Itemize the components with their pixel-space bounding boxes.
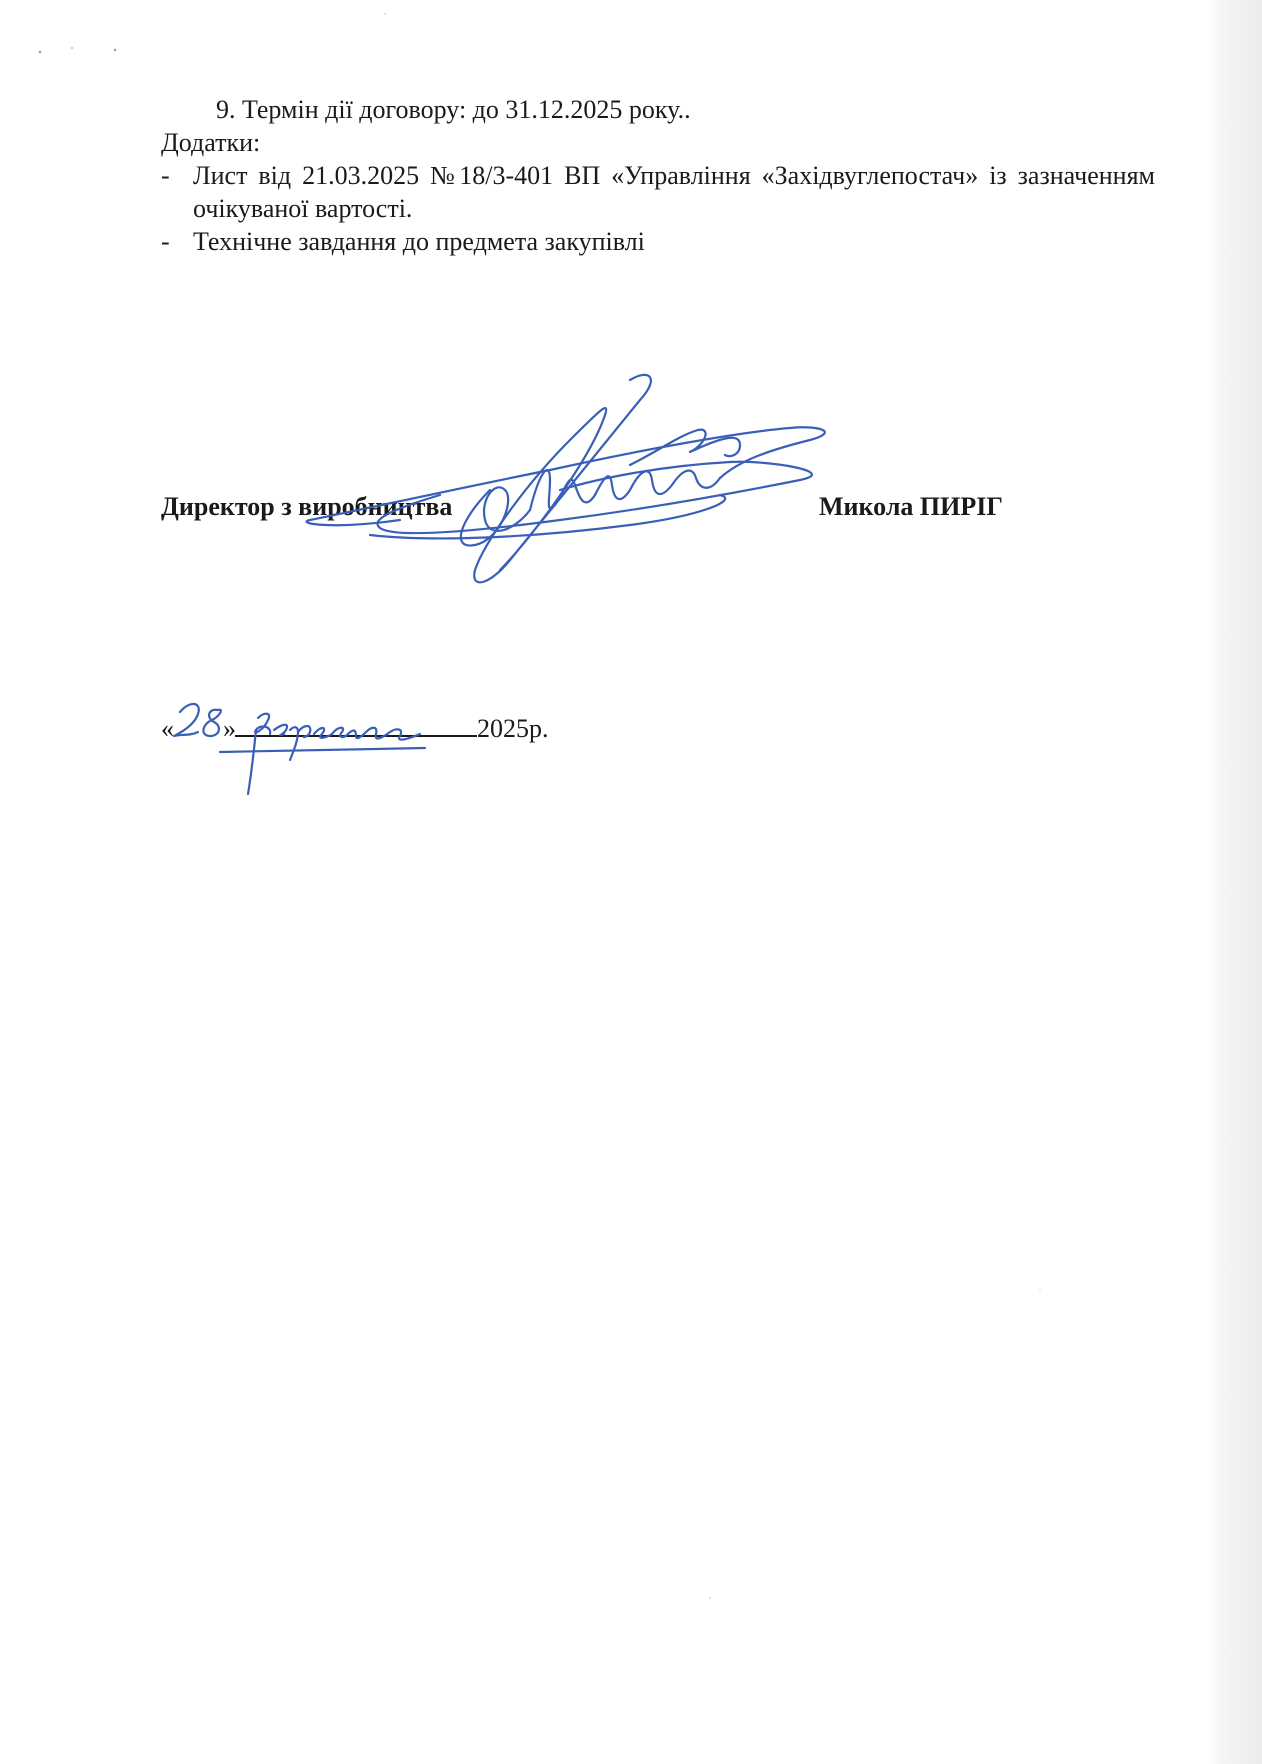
signer-name: Микола ПИРІГ — [819, 492, 1003, 521]
contract-term-line: 9. Термін дії договору: до 31.12.2025 року.. — [216, 95, 691, 124]
document-body — [161, 93, 1155, 258]
date-year: 2025р. — [477, 714, 549, 743]
date-open-quote: « — [161, 714, 174, 743]
annex-item-technical-task: - Технічне завдання до предмета закупівлі — [161, 225, 1155, 258]
annex-item-letter: - Лист від 21.03.2025 №18/3-401 ВП «Управління «Західвуглепостач» із зазначенням очікуваної вартості. — [161, 159, 1155, 225]
date-close-quote: » — [223, 714, 236, 743]
handwritten-date — [160, 690, 480, 800]
signer-position: Директор з виробництва — [161, 492, 453, 521]
annexes-list — [161, 159, 1155, 258]
annexes-heading: Додатки: — [161, 128, 261, 157]
handwritten-signature — [300, 370, 960, 610]
